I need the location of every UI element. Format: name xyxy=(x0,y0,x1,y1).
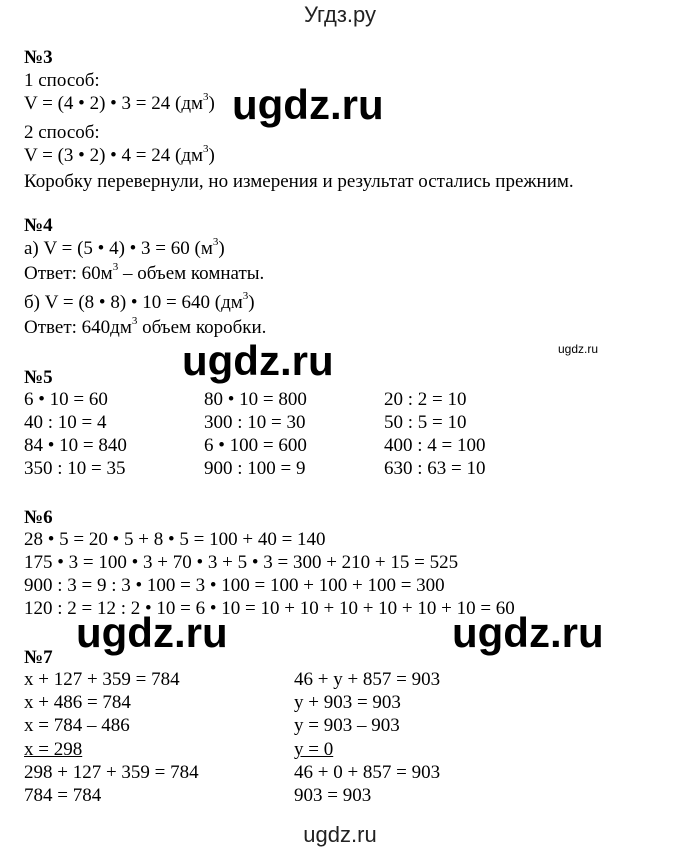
task5-cell: 400 : 4 = 100 xyxy=(384,435,486,456)
task5-cell: 80 • 10 = 800 xyxy=(204,389,307,410)
task7-right-answer: y = 0 xyxy=(294,739,334,760)
task5-cell: 300 : 10 = 30 xyxy=(204,412,306,433)
watermark: ugdz.ru xyxy=(232,81,384,128)
task3-way2: 2 способ: xyxy=(24,122,100,143)
watermark: ugdz.ru xyxy=(452,609,604,656)
task5-cell: 50 : 5 = 10 xyxy=(384,412,467,433)
task5-title: №5 xyxy=(24,367,53,388)
task5-cell: 350 : 10 = 35 xyxy=(24,458,126,479)
task7-right-line: y + 903 = 903 xyxy=(294,692,401,713)
task3-eq1: V = (4 • 2) • 3 = 24 $(дм^3)$ xyxy=(24,90,215,114)
watermark: ugdz.ru xyxy=(182,337,334,384)
task4-title: №4 xyxy=(24,215,53,236)
task7-left-answer: x = 298 xyxy=(24,739,83,760)
task6-line: 120 : 2 = 12 : 2 • 10 = 6 • 10 = 10 + 10 + 10 + 10 + 10 + 10 = 60 xyxy=(24,598,515,619)
task6-line: 28 • 5 = 20 • 5 + 8 • 5 = 100 + 40 = 140 xyxy=(24,529,326,550)
task5-cell: 20 : 2 = 10 xyxy=(384,389,467,410)
task6-line: 900 : 3 = 9 : 3 • 100 = 3 • 100 = 100 + 100 + 100 = 300 xyxy=(24,575,445,596)
task3-title: №3 xyxy=(24,47,53,68)
watermark: ugdz.ru xyxy=(76,609,228,656)
site-footer: ugdz.ru xyxy=(303,822,377,847)
task4-a-answer: Ответ: $60м^3$ – объем комнаты. xyxy=(24,260,265,284)
task7-left-line: x + 486 = 784 xyxy=(24,692,131,713)
task5-cell: 84 • 10 = 840 xyxy=(24,435,127,456)
task5-cell: 900 : 100 = 9 xyxy=(204,458,306,479)
task5-cell: 630 : 63 = 10 xyxy=(384,458,486,479)
task7-left-line: 298 + 127 + 359 = 784 xyxy=(24,762,199,783)
task7-right-line: y = 903 – 903 xyxy=(294,715,400,736)
task7-title: №7 xyxy=(24,647,53,668)
task3-note: Коробку перевернули, но измерения и результат остались прежним. xyxy=(24,171,574,192)
task4-a-eq: а) V = (5 • 4) • 3 = 60 $(м^3)$ xyxy=(24,235,225,259)
task6-title: №6 xyxy=(24,507,53,528)
task7-left-line: x = 784 – 486 xyxy=(24,715,130,736)
watermark-small: ugdz.ru xyxy=(558,342,599,356)
task7-left-line: 784 = 784 xyxy=(24,785,102,806)
task5-cell: 6 • 10 = 60 xyxy=(24,389,108,410)
task4-b-eq: б) V = (8 • 8) • 10 = 640 $(дм^3)$ xyxy=(24,289,255,313)
task5-cell: 6 • 100 = 600 xyxy=(204,435,307,456)
site-header: Угдз.ру xyxy=(303,2,377,27)
task6-line: 175 • 3 = 100 • 3 + 70 • 3 + 5 • 3 = 300 + 210 + 15 = 525 xyxy=(24,552,459,573)
task7-right-line: 46 + 0 + 857 = 903 xyxy=(294,762,441,783)
task3-way1: 1 способ: xyxy=(24,70,100,91)
task7-left-line: x + 127 + 359 = 784 xyxy=(24,669,180,690)
task4-b-answer: Ответ: $640дм^3$ объем коробки. xyxy=(24,314,267,338)
task7-right-line: 46 + y + 857 = 903 xyxy=(294,669,441,690)
task3-eq2: V = (3 • 2) • 4 = 24 $(дм^3)$ xyxy=(24,142,215,166)
task7-right-line: 903 = 903 xyxy=(294,785,372,806)
task5-cell: 40 : 10 = 4 xyxy=(24,412,107,433)
